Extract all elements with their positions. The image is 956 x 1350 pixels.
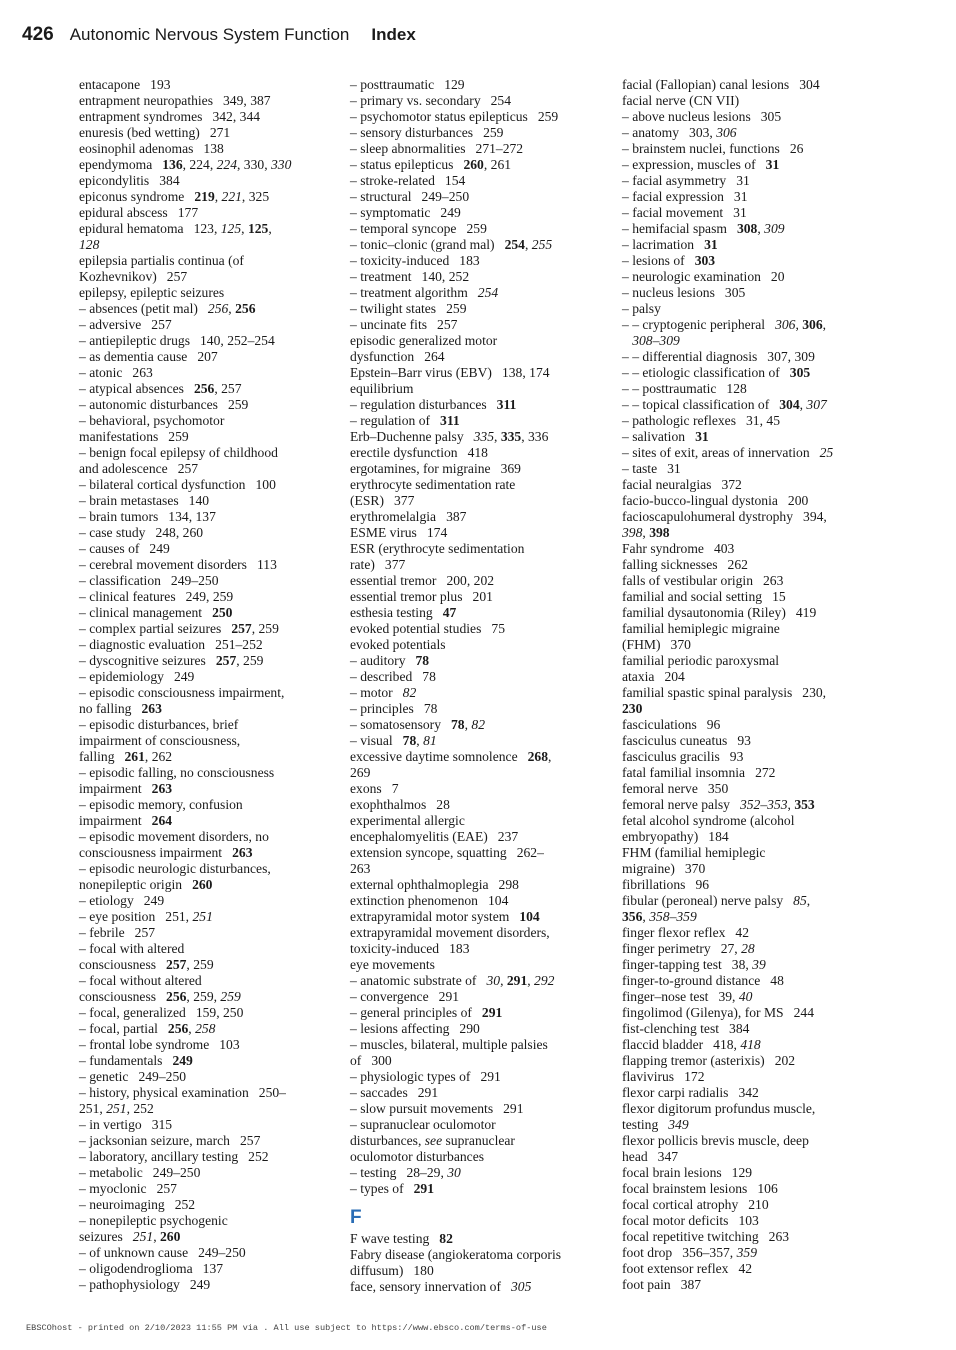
index-entry: – jacksonian seizure, march 257 [79,1133,261,1148]
index-entry: epilepsia partialis continua (of Kozhevnikov) 257 [79,253,244,284]
index-entry: facio-bucco-lingual dystonia 200 [622,493,809,508]
index-entry: flexor carpi radialis 342 [622,1085,759,1100]
index-entry: – somatosensory 78, 82 [350,717,485,732]
index-entry: entrapment syndromes 342, 344 [79,109,261,124]
index-entry: exons 7 [350,781,399,796]
index-entry: focal brainstem lesions 106 [622,1181,778,1196]
index-entry: facioscapulohumeral dystrophy 394, 398, 398 [622,509,827,540]
index-entry: – uncinate fits 257 [350,317,458,332]
index-entry: – treatment 140, 252 [350,269,470,284]
index-entry: exophthalmos 28 [350,797,450,812]
index-entry: femoral nerve 350 [622,781,729,796]
index-entry: – brain metastases 140 [79,493,210,508]
index-entry: – facial movement 31 [622,205,747,220]
index-entry: erectile dysfunction 418 [350,445,488,460]
index-entry: – focal without altered consciousness 256, 259, 259 [79,973,241,1004]
index-entry: – expression, muscles of 31 [622,157,780,172]
index-entry: – complex partial seizures 257, 259 [79,621,279,636]
index-entry: – dyscognitive seizures 257, 259 [79,653,264,668]
index-entry: – nonepileptic psychogenic seizures 251, 260 [79,1213,228,1244]
index-entry: – principles 78 [350,701,438,716]
index-entry: – – topical classification of 304, 307 [622,397,827,412]
index-entry: – as dementia cause 207 [79,349,218,364]
index-entry: falling sicknesses 262 [622,557,748,572]
index-entry: entrapment neuropathies 349, 387 [79,93,271,108]
footer-notice: EBSCOhost - printed on 2/10/2023 11:55 PM via . All use subject to https://www.ebsco.com/terms-of-use [26,1323,547,1333]
index-entry: facial (Fallopian) canal lesions 304 [622,77,820,92]
index-entry: – auditory 78 [350,653,430,668]
index-entry: ergotamines, for migraine 369 [350,461,521,476]
index-entry: external ophthalmoplegia 298 [350,877,519,892]
index-entry: face, sensory innervation of 305 [350,1279,532,1294]
index-entry: – physiologic types of 291 [350,1069,501,1084]
index-entry: finger–nose test 39, 40 [622,989,753,1004]
index-entry: extinction phenomenon 104 [350,893,509,908]
section-label: Index [371,25,416,44]
index-entry: – facial asymmetry 31 [622,173,750,188]
index-entry: – treatment algorithm 254 [350,285,499,300]
index-entry: – benign focal epilepsy of childhood and adolescence 257 [79,445,278,476]
index-entry: – general principles of 291 [350,1005,503,1020]
index-entry: fetal alcohol syndrome (alcohol embryopathy) 184 [622,813,795,844]
index-entry: focal cortical atrophy 210 [622,1197,769,1212]
index-entry: – episodic memory, confusion impairment 264 [79,797,243,828]
index-entry: finger flexor reflex 42 [622,925,750,940]
index-entry: – anatomy 303, 306 [622,125,737,140]
index-entry: Epstein–Barr virus (EBV) 138, 174 [350,365,550,380]
index-entry: excessive daytime somnolence 268, 269 [350,749,552,780]
index-entry: – pathologic reflexes 31, 45 [622,413,780,428]
running-title: Autonomic Nervous System Function [69,25,350,44]
index-entry: – facial expression 31 [622,189,748,204]
index-entry: – of unknown cause 249–250 [79,1245,246,1260]
index-entry: – febrile 257 [79,925,156,940]
index-entry: familial dysautonomia (Riley) 419 [622,605,817,620]
index-entry: – muscles, bilateral, multiple palsies of 300 [350,1037,548,1068]
index-entry: epiconus syndrome 219, 221, 325 [79,189,270,204]
index-entry: fasciculus gracilis 93 [622,749,744,764]
index-entry: – primary vs. secondary 254 [350,93,512,108]
index-entry: F wave testing 82 [350,1231,453,1246]
index-entry: – sleep abnormalities 271–272 [350,141,524,156]
index-entry: equilibrium [350,381,414,396]
index-entry: – status epilepticus 260, 261 [350,157,512,172]
index-entry: – lacrimation 31 [622,237,718,252]
index-entry: – in vertigo 315 [79,1117,173,1132]
index-entry: – oligodendroglioma 137 [79,1261,224,1276]
index-entry: Fabry disease (angiokeratoma corporis diffusum) 180 [350,1247,562,1278]
index-entry: – autonomic disturbances 259 [79,397,249,412]
index-entry: fingolimod (Gilenya), for MS 244 [622,1005,814,1020]
index-entry: foot drop 356–357, 359 [622,1245,757,1260]
index-entry: – case study 248, 260 [79,525,204,540]
index-entry: familial spastic spinal paralysis 230, 230 [622,685,827,716]
index-entry: epicondylitis 384 [79,173,180,188]
index-entry: ependymoma 136, 224, 224, 330, 330 [79,157,292,172]
index-entry: – visual 78, 81 [350,733,437,748]
index-entry: – clinical management 250 [79,605,233,620]
section-letter: F [350,1207,362,1228]
index-entry: – hemifacial spasm 308, 309 [622,221,785,236]
index-entry: – twilight states 259 [350,301,467,316]
index-entry: fasciculus cuneatus 93 [622,733,751,748]
index-entry: focal repetitive twitching 263 [622,1229,790,1244]
index-entry: – tonic–clonic (grand mal) 254, 255 [350,237,553,252]
index-entry: – metabolic 249–250 [79,1165,201,1180]
index-entry: epidural abscess 177 [79,205,199,220]
index-entry: familial periodic paroxysmal ataxia 204 [622,653,780,684]
index-entry: – neuroimaging 252 [79,1197,196,1212]
index-entry: – episodic disturbances, brief impairment of consciousness, falling 261, 262 [79,717,241,764]
index-entry: – lesions of 303 [622,253,716,268]
index-entry: finger perimetry 27, 28 [622,941,755,956]
index-entry: FHM (familial hemiplegic migraine) 370 [622,845,766,876]
index-entry: – structural 249–250 [350,189,470,204]
index-entry: epidural hematoma 123, 125, 125, 128 [79,221,272,252]
index-entry: fasciculations 96 [622,717,721,732]
index-entry: enuresis (bed wetting) 271 [79,125,231,140]
index-entry: – above nucleus lesions 305 [622,109,782,124]
index-entry: foot extensor reflex 42 [622,1261,753,1276]
index-entry: – focal with altered consciousness 257, 259 [79,941,214,972]
index-entry: falls of vestibular origin 263 [622,573,784,588]
index-entry: – etiology 249 [79,893,165,908]
index-entry: – – cryptogenic peripheral 306, 306, 308–309 [622,317,827,348]
index-entry: – causes of 249 [79,541,170,556]
index-entry: foot pain 387 [622,1277,702,1292]
index-entry: – clinical features 249, 259 [79,589,234,604]
index-entry: – brainstem nuclei, functions 26 [622,141,804,156]
index-entry: experimental allergic encephalomyelitis (EAE) 237 [350,813,519,844]
index-entry: familial hemiplegic migraine (FHM) 370 [622,621,780,652]
index-entry: – episodic falling, no consciousness impairment 263 [79,765,275,796]
index-entry: – temporal syncope 259 [350,221,487,236]
index-entry: fist-clenching test 384 [622,1021,750,1036]
index-entry: – episodic movement disorders, no consciousness impairment 263 [79,829,269,860]
index-entry: finger-to-ground distance 48 [622,973,784,988]
index-entry: ESME virus 174 [350,525,448,540]
index-entry: Fahr syndrome 403 [622,541,735,556]
index-entry: – adversive 257 [79,317,172,332]
index-entry: – focal, generalized 159, 250 [79,1005,244,1020]
index-entry: flapping tremor (asterixis) 202 [622,1053,796,1068]
index-entry: – myoclonic 257 [79,1181,177,1196]
index-entry: – – posttraumatic 128 [622,381,747,396]
index-entry: flaccid bladder 418, 418 [622,1037,761,1052]
index-entry: facial neuralgias 372 [622,477,742,492]
index-entry: – lesions affecting 290 [350,1021,480,1036]
index-entry: fatal familial insomnia 272 [622,765,776,780]
page-number: 426 [22,24,54,45]
index-entry: – epidemiology 249 [79,669,195,684]
index-entry: – symptomatic 249 [350,205,461,220]
index-entry: – taste 31 [622,461,681,476]
index-entry: – episodic consciousness impairment, no falling 263 [79,685,285,716]
index-entry: flexor pollicis brevis muscle, deep head 347 [622,1133,809,1164]
index-entry: erythrocyte sedimentation rate (ESR) 377 [350,477,516,508]
index-entry: – – etiologic classification of 305 [622,365,811,380]
index-entry: entacapone 193 [79,77,171,92]
index-entry: – bilateral cortical dysfunction 100 [79,477,276,492]
index-entry: – laboratory, ancillary testing 252 [79,1149,269,1164]
index-entry: fibular (peroneal) nerve palsy 85, 356, 358–359 [622,893,811,924]
index-entry: – regulation disturbances 311 [350,397,517,412]
index-entry: – frontal lobe syndrome 103 [79,1037,240,1052]
index-entry: – fundamentals 249 [79,1053,193,1068]
index-entry: epilepsy, epileptic seizures [79,285,225,300]
index-entry: erythromelalgia 387 [350,509,467,524]
index-entry: – nucleus lesions 305 [622,285,746,300]
index-entry: – history, physical examination 250– 251, 251, 252 [79,1085,286,1116]
index-entry: – slow pursuit movements 291 [350,1101,524,1116]
index-entry: extension syncope, squatting 262– 263 [350,845,544,876]
index-column-2 [350,77,612,1295]
page-header [22,24,416,50]
index-entry: finger-tapping test 38, 39 [622,957,766,972]
index-entry: – focal, partial 256, 258 [79,1021,216,1036]
index-entry: – cerebral movement disorders 113 [79,557,277,572]
index-entry: – palsy [622,301,661,316]
index-entry: fibrillations 96 [622,877,710,892]
index-entry: essential tremor plus 201 [350,589,493,604]
index-entry: – anatomic substrate of 30, 291, 292 [350,973,555,988]
index-entry: focal brain lesions 129 [622,1165,753,1180]
index-entry: – salivation 31 [622,429,709,444]
index-entry: essential tremor 200, 202 [350,573,495,588]
index-entry: focal motor deficits 103 [622,1213,759,1228]
index-entry: – saccades 291 [350,1085,439,1100]
index-column-1 [79,77,341,1293]
index-entry: – psychomotor status epilepticus 259 [350,109,559,124]
index-entry: episodic generalized motor dysfunction 264 [350,333,498,364]
index-entry: – convergence 291 [350,989,460,1004]
index-entry: – neurologic examination 20 [622,269,785,284]
index-entry: – atypical absences 256, 257 [79,381,242,396]
index-entry: – toxicity-induced 183 [350,253,480,268]
index-entry: – brain tumors 134, 137 [79,509,216,524]
index-entry: – episodic neurologic disturbances, nonepileptic origin 260 [79,861,271,892]
index-entry: – motor 82 [350,685,417,700]
index-entry: – classification 249–250 [79,573,219,588]
index-entry: – described 78 [350,669,436,684]
index-entry: – diagnostic evaluation 251–252 [79,637,263,652]
index-entry: – atonic 263 [79,365,153,380]
index-entry: facial nerve (CN VII) [622,93,740,108]
index-entry: evoked potential studies 75 [350,621,505,636]
index-entry: – sites of exit, areas of innervation 25 [622,445,834,460]
index-entry: – regulation of 311 [350,413,460,428]
index-entry: – genetic 249–250 [79,1069,187,1084]
index-entry: flavivirus 172 [622,1069,705,1084]
index-entry: – – differential diagnosis 307, 309 [622,349,815,364]
index-entry: eosinophil adenomas 138 [79,141,224,156]
index-entry: familial and social setting 15 [622,589,786,604]
index-entry: ESR (erythrocyte sedimentation rate) 377 [350,541,525,572]
index-entry: femoral nerve palsy 352–353, 353 [622,797,815,812]
index-entry: – pathophysiology 249 [79,1277,211,1292]
index-entry: – types of 291 [350,1181,435,1196]
index-entry: esthesia testing 47 [350,605,457,620]
index-entry: eye movements [350,957,435,972]
index-entry: – sensory disturbances 259 [350,125,504,140]
index-column-3 [622,77,902,1293]
index-entry: extrapyramidal motor system 104 [350,909,540,924]
index-entry: – supranuclear oculomotor disturbances, see supranuclear oculomotor disturbances [350,1117,515,1164]
index-entry: flexor digitorum profundus muscle, testing 349 [622,1101,816,1132]
index-entry: – posttraumatic 129 [350,77,465,92]
index-entry: – eye position 251, 251 [79,909,213,924]
index-entry: – absences (petit mal) 256, 256 [79,301,256,316]
index-entry: – stroke-related 154 [350,173,466,188]
index-entry: – antiepileptic drugs 140, 252–254 [79,333,275,348]
index-entry: Erb–Duchenne palsy 335, 335, 336 [350,429,549,444]
index-entry: evoked potentials [350,637,446,652]
index-entry: – behavioral, psychomotor manifestations 259 [79,413,225,444]
index-entry: – testing 28–29, 30 [350,1165,461,1180]
index-entry: extrapyramidal movement disorders, toxicity-induced 183 [350,925,550,956]
